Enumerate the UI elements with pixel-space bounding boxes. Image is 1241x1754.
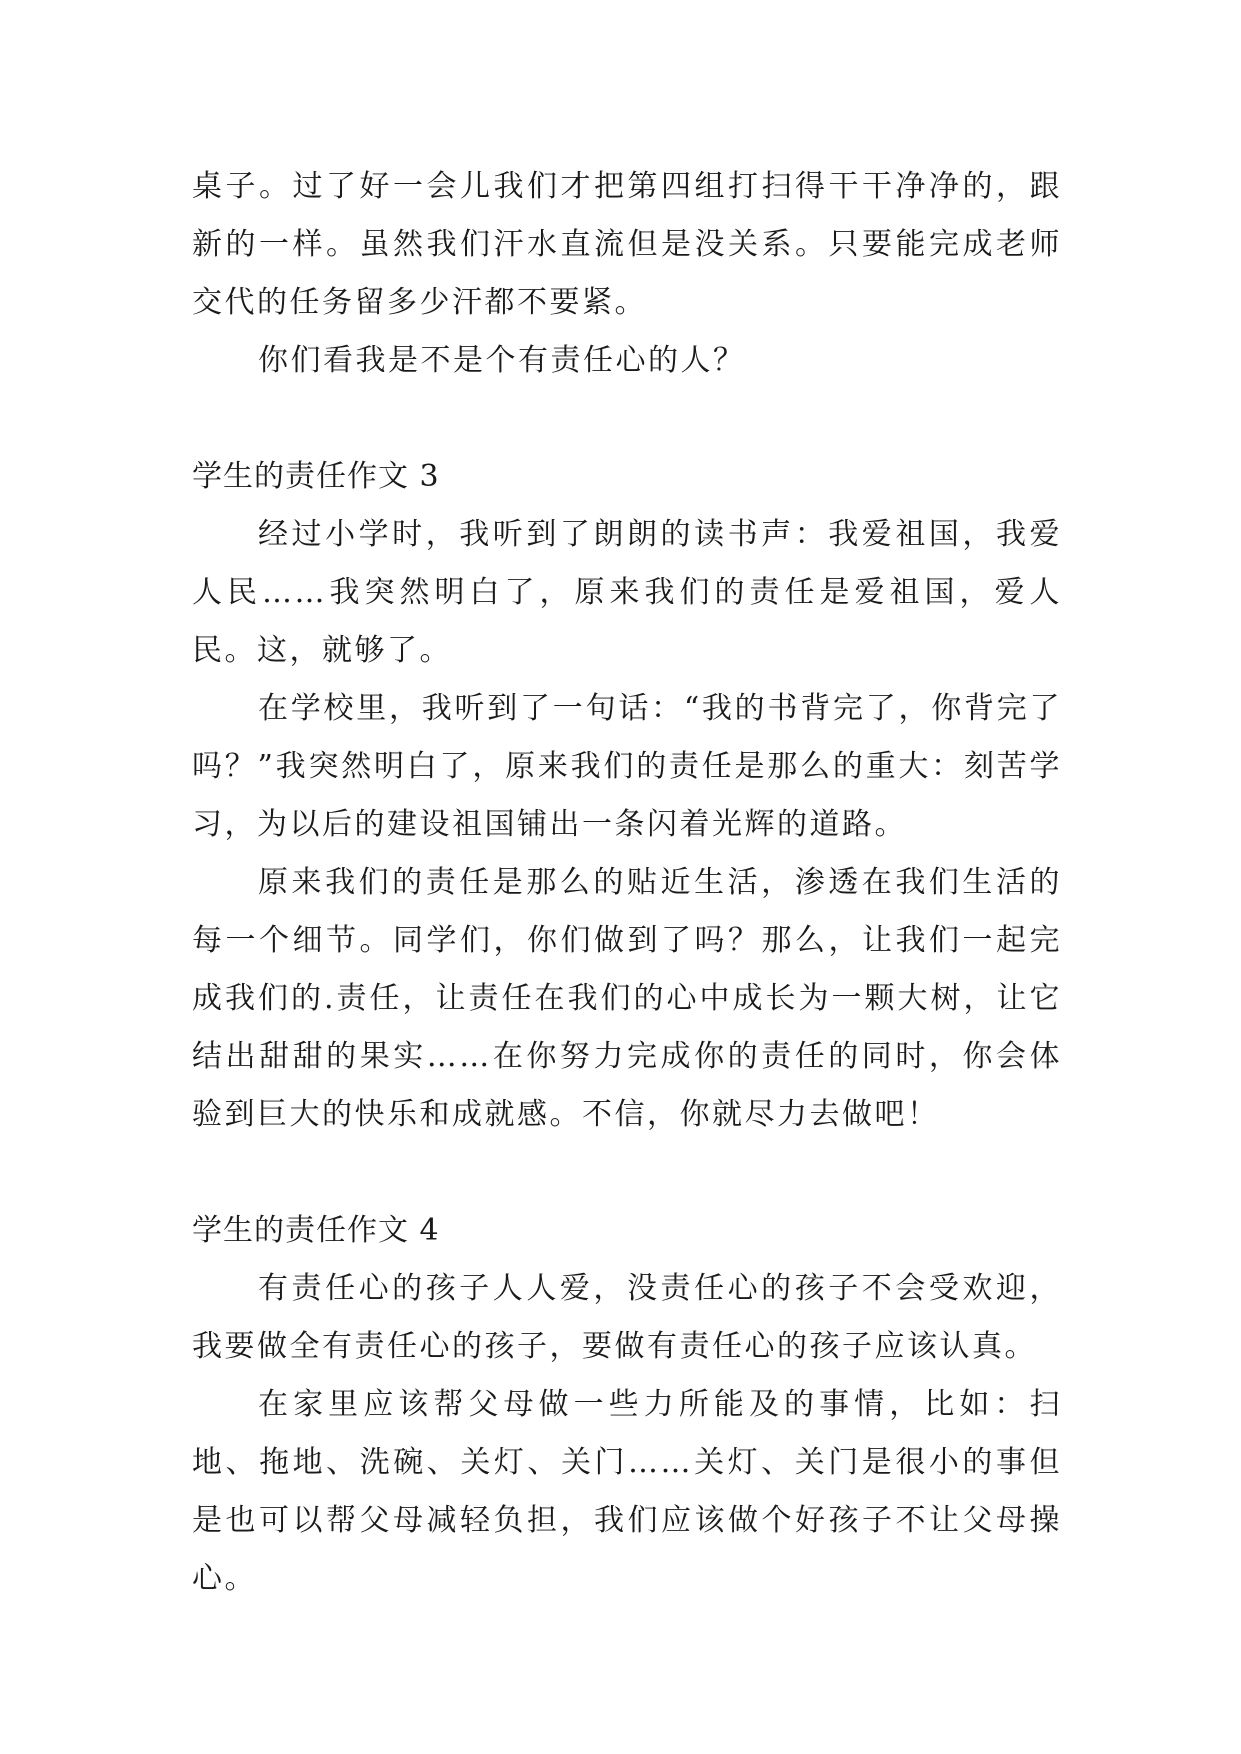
section-title-3: 学生的责任作文 3 [192, 459, 440, 494]
paragraph: 你们看我是不是个有责任心的人？ [258, 343, 746, 378]
paragraph: 有责任心的孩子人人爱，没责任心的孩子不会受欢迎，我要做全有责任心的孩子，要做有责任心的孩子应该认真。 [192, 1271, 1062, 1364]
paragraph: 原来我们的责任是那么的贴近生活，渗透在我们生活的每一个细节。同学们，你们做到了吗？那么，让我们一起完成我们的.责任，让责任在我们的心中成长为一颗大树，让它结出甜甜的果实……在你努力完成你的责任的同时，你会体验到巨大的快乐和成就感。不信，你就尽力去做吧！ [192, 865, 1062, 1132]
paragraph: 在家里应该帮父母做一些力所能及的事情，比如：扫地、拖地、洗碗、关灯、关门……关灯、关门是很小的事但是也可以帮父母减轻负担，我们应该做个好孩子不让父母操心。 [192, 1387, 1062, 1596]
paragraph: 在学校里，我听到了一句话：“我的书背完了，你背完了吗？”我突然明白了，原来我们的责任是那么的重大：刻苦学习，为以后的建设祖国铺出一条闪着光辉的道路。 [192, 691, 1062, 842]
paragraph-continued: 桌子。过了好一会儿我们才把第四组打扫得干干净净的，跟新的一样。虽然我们汗水直流但是没关系。只要能完成老师交代的任务留多少汗都不要紧。 [192, 169, 1062, 320]
paragraph: 经过小学时，我听到了朗朗的读书声：我爱祖国，我爱人民……我突然明白了，原来我们的责任是爱祖国，爱人民。这，就够了。 [192, 517, 1062, 668]
section-title-4: 学生的责任作文 4 [192, 1213, 440, 1248]
document-body [192, 158, 1062, 1608]
